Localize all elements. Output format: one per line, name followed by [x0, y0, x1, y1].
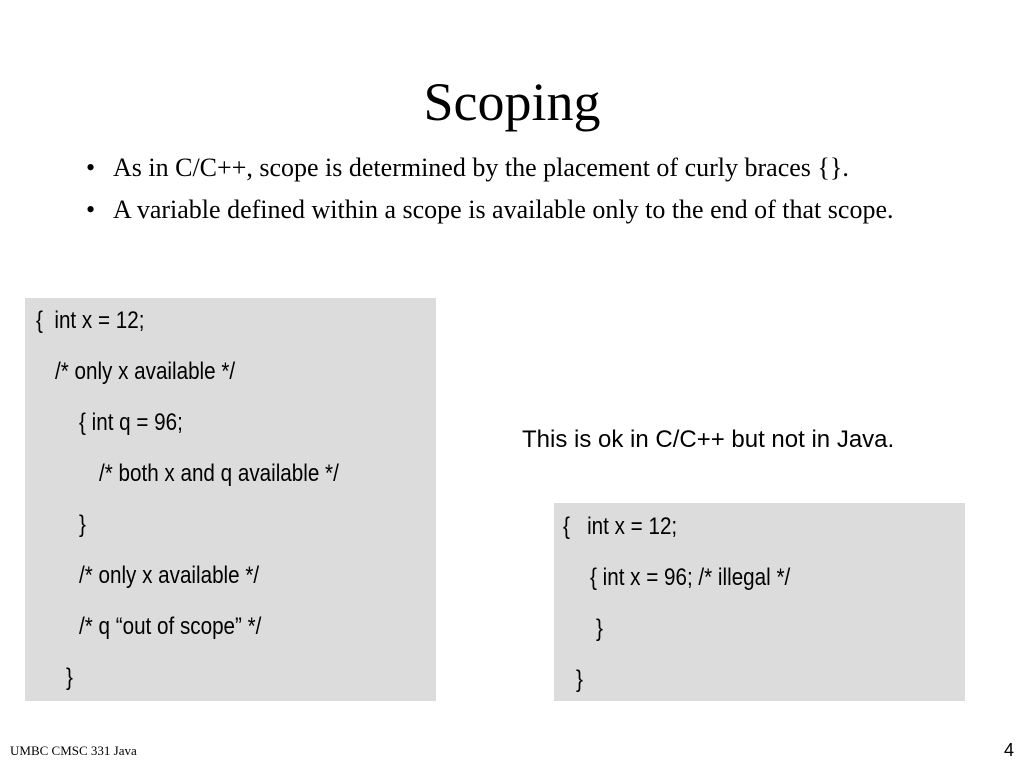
note-text: This is ok in C/C++ but not in Java.: [522, 426, 895, 453]
slide-title: Scoping: [423, 72, 601, 132]
bullet-item: [86, 152, 946, 184]
bullet-text: A variable defined within a scope is available only to the end of that scope.: [113, 195, 894, 224]
code-box-left: [25, 298, 436, 701]
code-line: }: [596, 615, 603, 642]
bullet-icon: •: [86, 153, 96, 182]
code-line: }: [576, 666, 583, 693]
bullet-icon: •: [86, 195, 96, 224]
bullet-list: [86, 152, 946, 236]
bullet-text: As in C/C++, scope is determined by the placement of curly braces {}.: [113, 153, 849, 182]
code-line: /* q “out of scope” */: [79, 613, 262, 640]
code-line: { int x = 12;: [563, 513, 678, 540]
bullet-item: [86, 194, 946, 226]
code-line: /* only x available */: [55, 358, 236, 385]
code-box-right: [554, 503, 965, 701]
code-line: /* both x and q available */: [99, 460, 339, 487]
code-line: /* only x available */: [79, 562, 260, 589]
footer-course: UMBC CMSC 331 Java: [10, 743, 137, 758]
code-line: { int x = 12;: [36, 307, 145, 334]
code-line: { int x = 96; /* illegal */: [590, 564, 791, 591]
code-line: }: [66, 664, 73, 691]
page-number: 4: [1003, 740, 1014, 760]
code-line: { int q = 96;: [79, 409, 183, 436]
code-line: }: [79, 511, 86, 538]
